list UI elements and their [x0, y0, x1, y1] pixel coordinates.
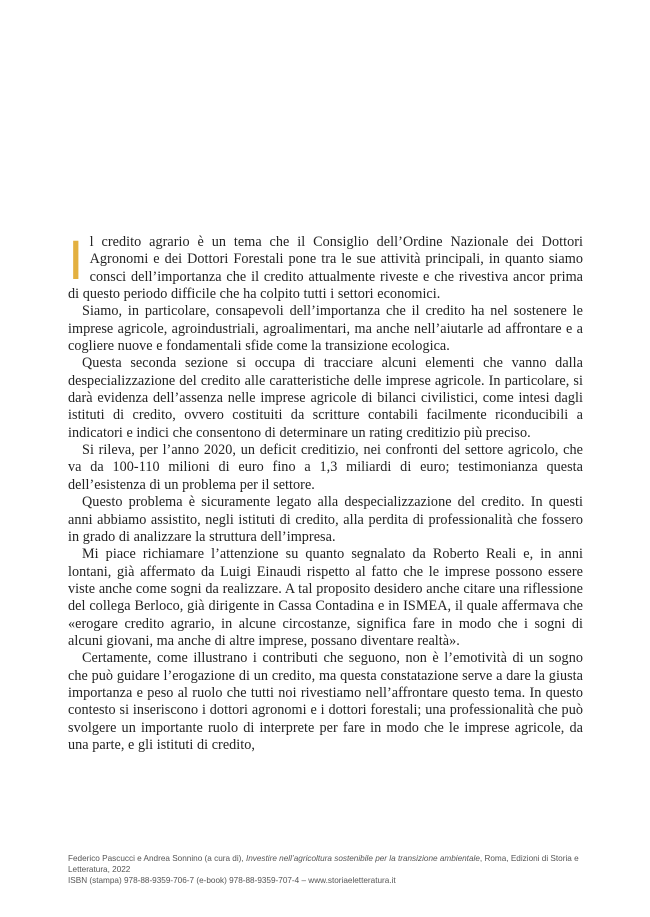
footer-book-title: Investire nell’agricoltura sostenibile per la transizione ambientale [245, 854, 480, 863]
paragraph-1 [68, 228, 583, 303]
paragraph-3: Questa seconda sezione si occupa di tracciare alcuni elementi che vanno dalla despecializzazione del credito alle caratteristiche delle imprese agricole. In particolare, si darà evidenza dell’assenza nelle imprese agricole di bilanci civilistici, come intesi dagli istituti di credito, ovvero costituiti da scritture contabili facilmente riconducibili a indicatori e indici che consentono di determinare un rating creditizio più preciso. [68, 355, 583, 441]
footer-authors: Federico Pascucci e Andrea Sonnino (a cura di), [68, 854, 244, 863]
copyright-footer [68, 853, 588, 886]
paragraph-7: Certamente, come illustrano i contributi che seguono, non è l’emotività di un sogno che può guidare l’erogazione di un credito, ma questa constatazione serve a dare la giusta importanza e peso al ruolo che tutti noi rivestiamo nell’affrontare questo tema. In questo contesto si inseriscono i dottori agronomi e i dottori forestali; una professionalità che può svolgere un importante ruolo di interprete per fare in modo che le imprese agricole, da una parte, e gli istituti di credito, [68, 650, 583, 753]
paragraph-4: Si rileva, per l’anno 2020, un deficit creditizio, nei confronti del settore agricolo, che va da 100-110 milioni di euro fino a 1,3 miliardi di euro; testimonianza questa dell’esistenza di un problema per il settore. [68, 442, 583, 493]
paragraph-1-text: l credito agrario è un tema che il Consiglio dell’Ordine Nazionale dei Dottori Agronomi e dei Dottori Forestali pone tra le sue attività principali, in quanto siamo consci dell’importanza che il credito attualmente riveste e che rivestiva ancor prima di questo periodo difficile che ha colpito tutti i settori economici. [68, 234, 583, 303]
paragraph-5: Questo problema è sicuramente legato alla despecializzazione del credito. In questi anni abbiamo assistito, negli istituti di credito, alla perdita di professionalità che fossero in grado di analizzare la struttura dell’impresa. [68, 494, 583, 545]
paragraph-2: Siamo, in particolare, consapevoli dell’importanza che il credito ha nel sostenere le imprese agricole, agroindustriali, agroalimentari, ma anche nell’aiutarle ad affrontare e a cogliere nuove e fondamentali sfide come la transizione ecologica. [68, 303, 583, 355]
body-text [68, 228, 583, 754]
citation-line [68, 853, 588, 875]
isbn-line: ISBN (stampa) 978-88-9359-706-7 (e-book) 978-88-9359-707-4 – www.storiaeletteratura.it [68, 876, 396, 885]
paragraph-6: Mi piace richiamare l’attenzione su quanto segnalato da Roberto Reali e, in anni lontani, già affermato da Luigi Einaudi rispetto al fatto che le imprese possono essere viste anche come sogni da realizzare. A tal proposito desidero anche citare una riflessione del collega Berloco, già dirigente in Cassa Contadina e in ISMEA, il quale affermava che «erogare credito agrario, in alcune circostanze, significa fare in modo che i sogni di alcuni giovani, ma anche di altre imprese, possano diventare realtà». [68, 546, 583, 649]
footer-publisher: , Roma, Edizioni di Storia e Letteratura, 2022 [68, 854, 579, 874]
drop-cap: I [68, 228, 84, 291]
